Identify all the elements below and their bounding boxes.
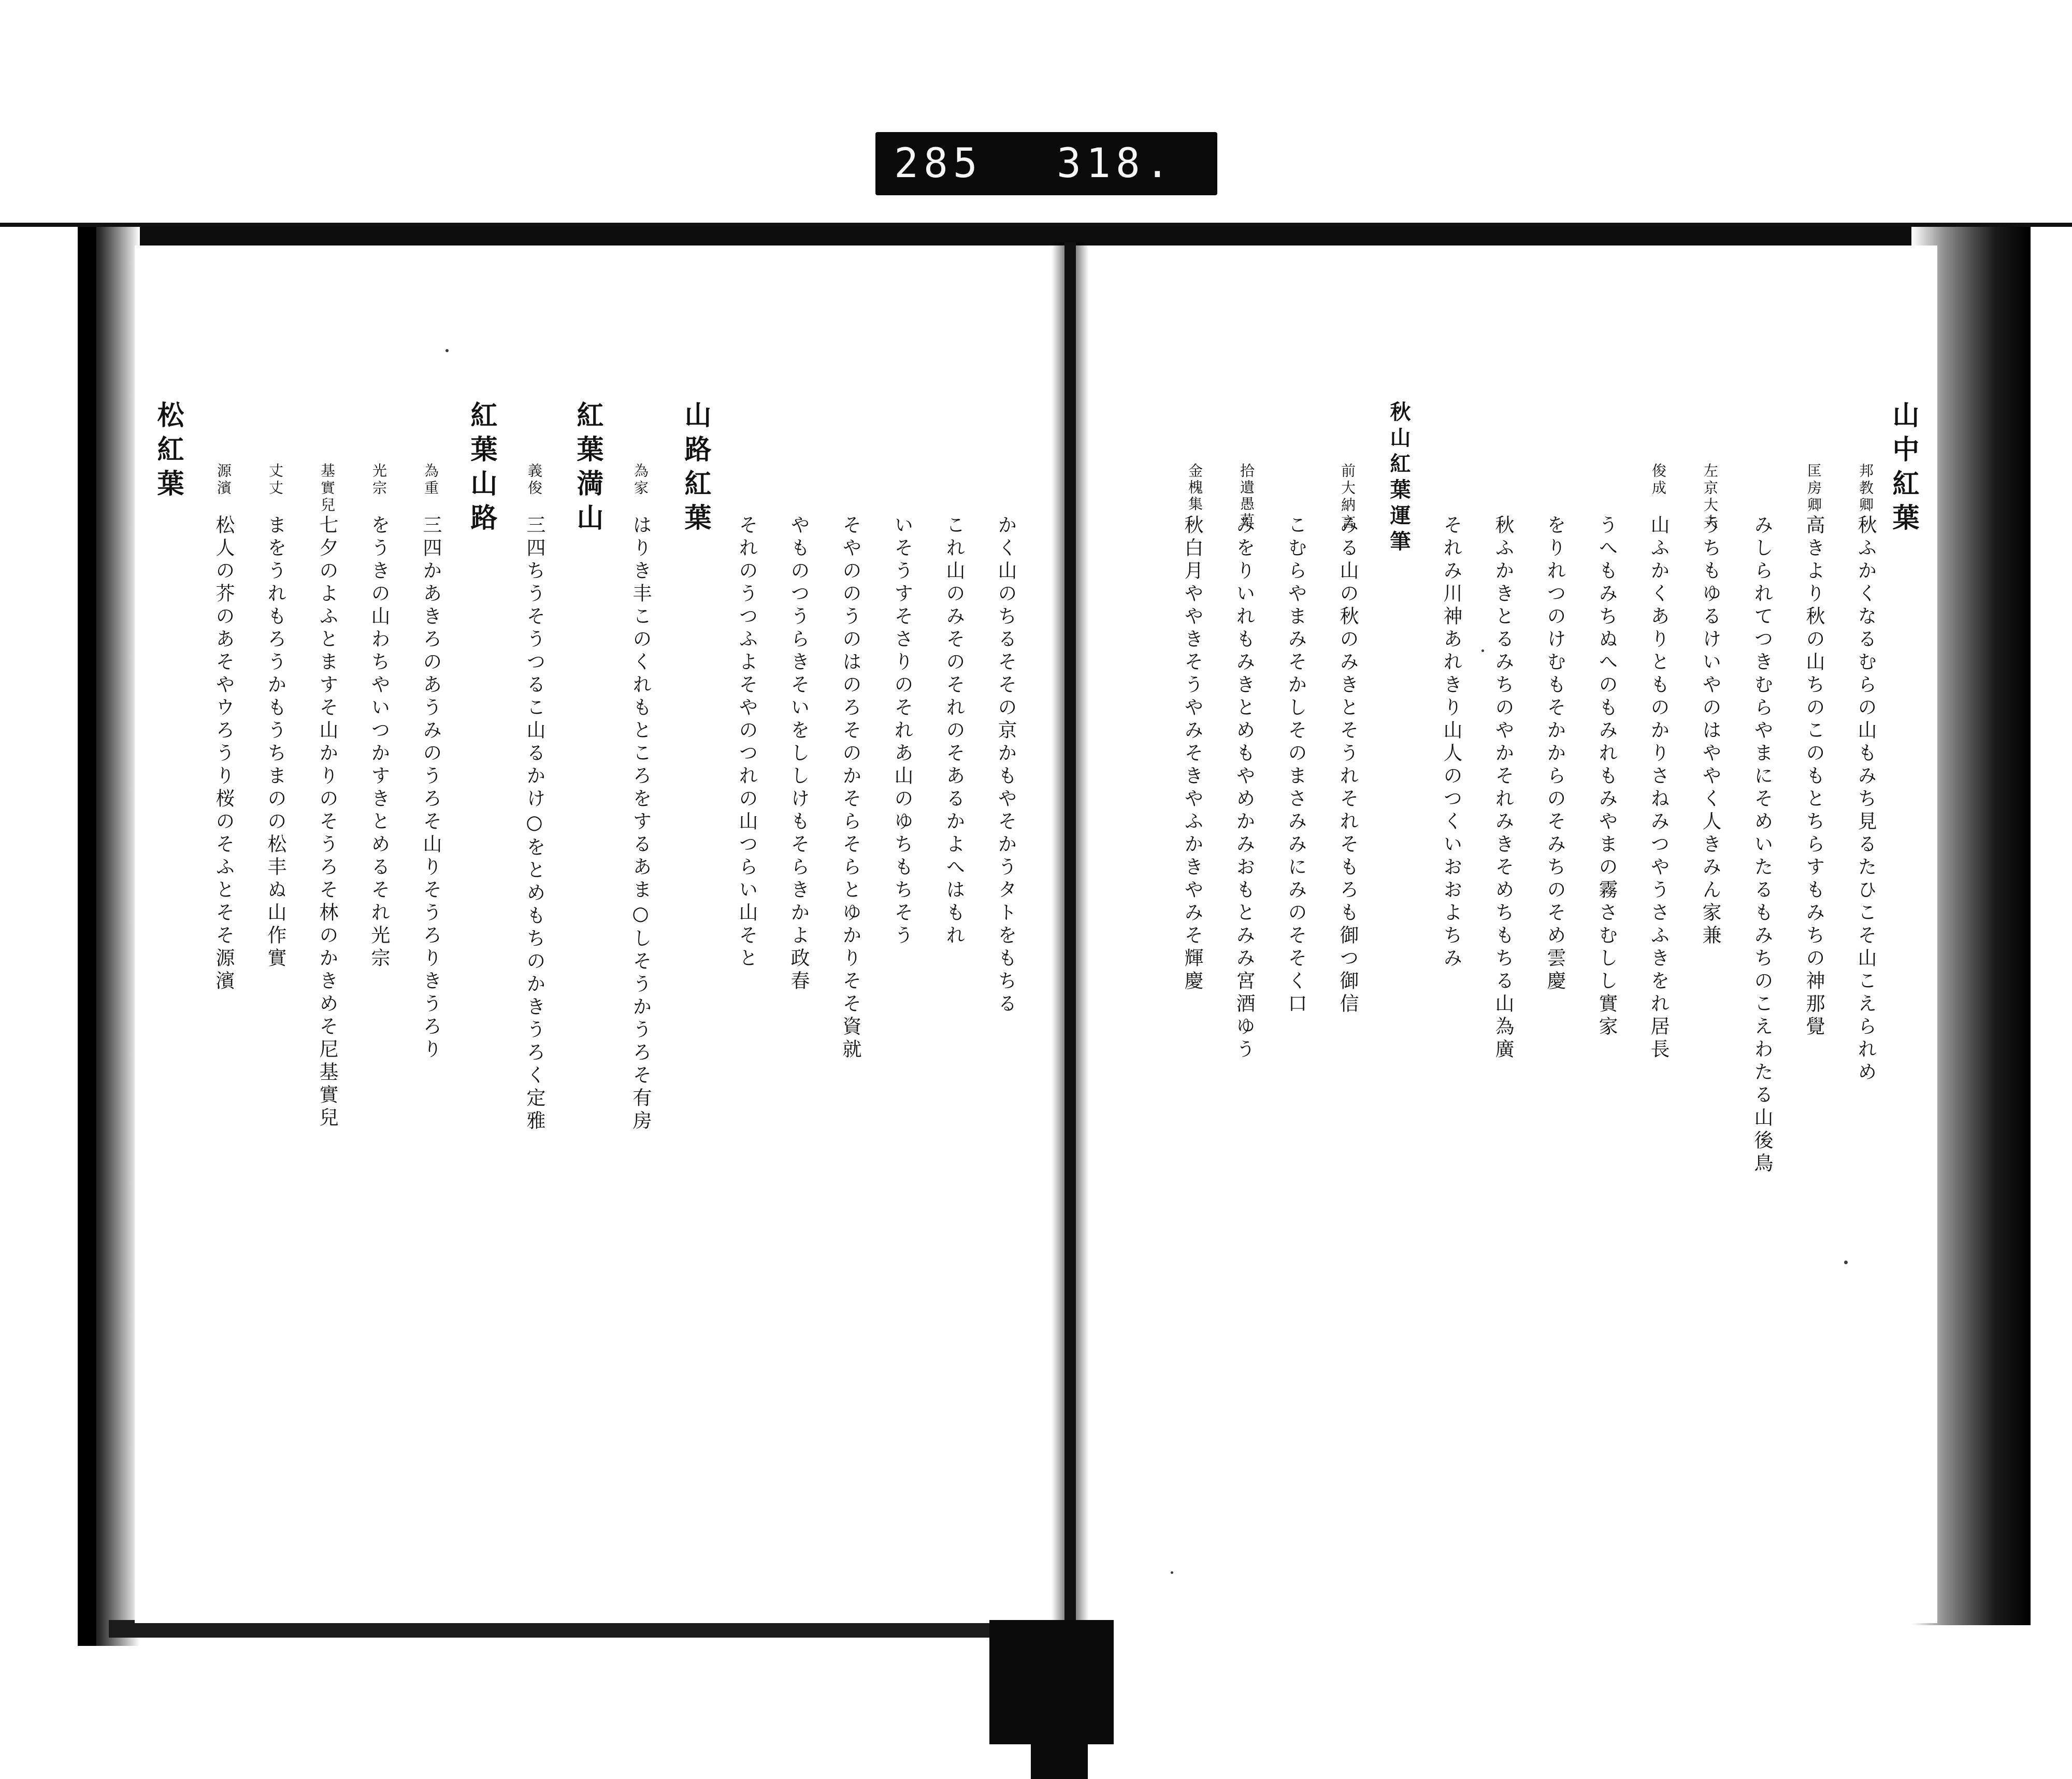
right-entry-text-3: うちもゆるけいやのはややく人きみん家兼 bbox=[1699, 515, 1721, 948]
left-entry-text-t0-2: そやののうのはのろそのかそらそらとゆかりそそ資就 bbox=[839, 515, 861, 1062]
left-topic-heading-1: 紅葉満山 bbox=[572, 401, 603, 538]
left-topic-heading-2: 紅葉山路 bbox=[466, 401, 497, 538]
left-entry-attrib-t4-0: 光宗 bbox=[370, 463, 387, 497]
right-entry-text-12: 秋白月ややきそうやみそきやふかきやみそ輝慶 bbox=[1181, 515, 1203, 993]
left-entry-text-t0-0: それのうつふよそやのつれの山つらい山そと bbox=[736, 515, 758, 971]
right-page-heading: 山中紅葉 bbox=[1888, 401, 1919, 538]
book-bottom-tab-extension bbox=[1031, 1620, 1088, 1779]
right-entry-attrib-3: 左京大夫 bbox=[1702, 463, 1719, 531]
right-entry-text-1: 高きより秋の山ちのこのもとちらすもみちの神那覺 bbox=[1803, 515, 1825, 1039]
right-entry-text-4: 山ふかくありとものかりさねみつやうさふきをれ居長 bbox=[1647, 515, 1670, 1062]
right-entry-attrib-9: 前大納言 bbox=[1339, 463, 1356, 531]
left-topic-heading-0: 山路紅葉 bbox=[680, 401, 711, 538]
right-entry-text-2: みしられてつきむらやまにそめいたるもみちのこえわたる山後鳥 bbox=[1751, 515, 1773, 1176]
right-entry-text-0: 秋ふかくなるむらの山もみち見るたひこそ山こえられめ bbox=[1854, 515, 1877, 1084]
right-entry-text-5: うへもみちぬへのもみれもみやまの霧さむしし實家 bbox=[1595, 515, 1618, 1039]
left-entry-text-t1-0: はりき丰このくれもところをするあま○しそうかうろそ有房 bbox=[629, 515, 652, 1133]
left-topic-attrib-2: 義俊 bbox=[526, 463, 543, 497]
book-top-edge-left bbox=[109, 227, 1083, 248]
left-topic-attrib-6: 丈丈 bbox=[267, 463, 284, 497]
right-entry-text-7: 秋ふかきとるみちのやかそれみきそめちもちる山為廣 bbox=[1492, 515, 1514, 1062]
right-entry-attrib-4: 俊成 bbox=[1650, 463, 1667, 497]
scanner-edge-rule bbox=[0, 223, 2072, 227]
right-entry-text-8: それみ川神あれきり山人のつくいおおよちみ bbox=[1440, 515, 1462, 971]
left-entry-text-t4-0: をうきの山わちやいつかすきとめるそれ光宗 bbox=[368, 515, 390, 971]
right-entry-attrib-1: 匡房卿 bbox=[1805, 463, 1822, 514]
right-entry-text-6: をりれつのけむもそかからのそみちのそめ雲慶 bbox=[1544, 515, 1566, 993]
right-entry-text-11: みをりいれもみきとめもやめかみおもとみみ宮酒ゆう bbox=[1233, 515, 1255, 1062]
right-page bbox=[1072, 245, 1922, 1623]
scan-speck bbox=[1171, 1571, 1173, 1574]
left-entry-text-t5-0: 七夕のよふとますそ山かりのそうろそ林のかきめそ尼基實兒 bbox=[316, 515, 338, 1130]
right-entry-text-9: みる山の秋のみきとそうれそれそもろも御つ御信 bbox=[1336, 515, 1359, 1016]
left-entry-text-t2-0: 三四ちうそうつるこ山るかけ○をとめもちのかきうろく定雅 bbox=[523, 515, 545, 1133]
frame-counter-plate bbox=[875, 132, 1217, 195]
scan-speck bbox=[1481, 649, 1484, 652]
left-entry-text-t6-1: 松人の芥のあそやウろうり桜のそふとそそ源濱 bbox=[212, 515, 235, 993]
left-entry-text-t6-0: まをうれもろうかもうちまのの松丰ぬ山作實 bbox=[264, 515, 286, 971]
right-entry-text-10: こむらやまみそかしそのまさみみにみのそそく口 bbox=[1285, 515, 1307, 1016]
right-page-section-heading: 秋山紅葉運筆 bbox=[1387, 401, 1411, 556]
book-gutter bbox=[1064, 242, 1076, 1636]
left-entry-attrib-t6-1: 源濱 bbox=[215, 463, 232, 497]
left-entry-text-t3-0: 三四かあきろのあうみのうろそ山りそうろりきうろり bbox=[420, 515, 442, 1062]
left-entry-text-t0-5: かく山のちるそその京かもやそかうタトをもちる bbox=[995, 515, 1017, 1016]
left-entry-text-t0-1: やものつうらきそいをししけもそらきかよ政春 bbox=[787, 515, 810, 993]
left-entry-attrib-t3-0: 為重 bbox=[422, 463, 439, 497]
right-entry-source-12: 金槐集 bbox=[1186, 463, 1203, 513]
book-left-edge bbox=[78, 227, 96, 1646]
scan-speck bbox=[1844, 1261, 1848, 1264]
frame-counter-right: 318. bbox=[1057, 140, 1175, 187]
scan-speck bbox=[445, 349, 449, 352]
left-entry-text-t0-3: いそうすそさりのそれあ山のゆちもちそう bbox=[891, 515, 913, 948]
left-topic-attrib-1: 為家 bbox=[632, 463, 649, 497]
left-page bbox=[145, 245, 1057, 1623]
left-topic-heading-6: 松紅葉 bbox=[152, 401, 184, 503]
right-entry-attrib-0: 邦教卿 bbox=[1857, 463, 1874, 514]
frame-counter-left: 285 bbox=[894, 140, 983, 187]
right-entry-source-11: 拾遺愚草 bbox=[1238, 463, 1255, 529]
paper-surface bbox=[135, 245, 1937, 1623]
left-entry-text-t0-4: これ山のみそのそれのそあるかよへはもれ bbox=[943, 515, 965, 948]
left-entry-attrib-t5-0: 基實兒 bbox=[319, 463, 336, 514]
open-book bbox=[78, 227, 2031, 1667]
